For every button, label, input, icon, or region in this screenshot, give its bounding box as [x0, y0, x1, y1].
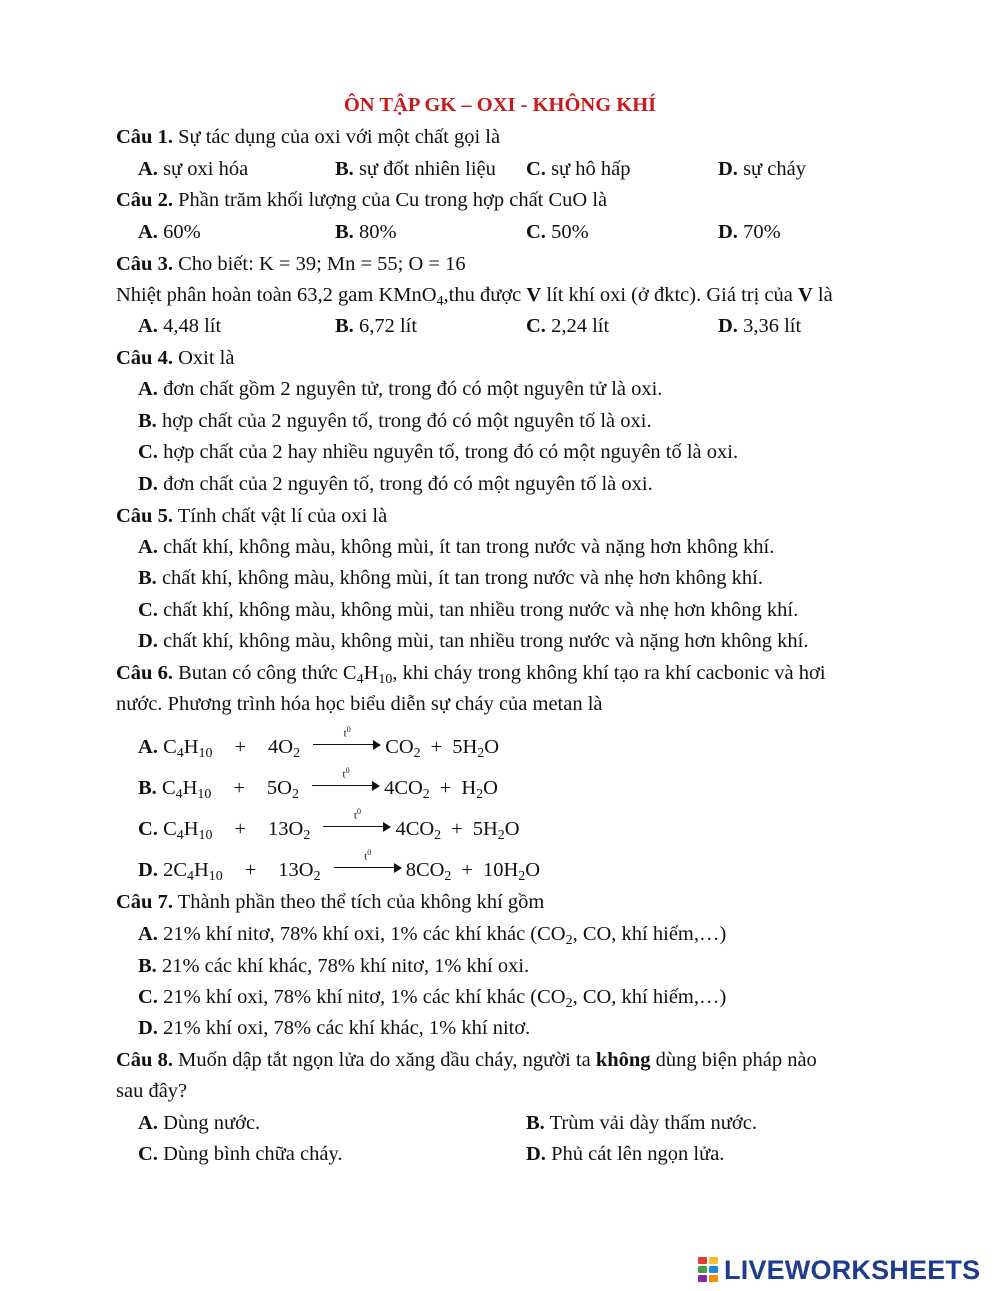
option-text: 50% [545, 221, 589, 243]
option-7d[interactable] [138, 1016, 530, 1040]
option-letter: D. [138, 630, 158, 652]
option-4a[interactable] [138, 377, 662, 401]
option-letter: B. [335, 221, 354, 243]
option-text: hợp chất của 2 hay nhiều nguyên tố, trong đó có một nguyên tố là oxi. [157, 441, 739, 463]
option-6a[interactable]: A. $C_4H_{10} + 4O_2$ $t^0$ $CO_2 + 5H_2O$ [138, 725, 500, 761]
option-6c[interactable]: C. $C_4H_{10} + 13O_2$ $t^0$ $4CO_2 + 5H_2O$ [138, 807, 520, 843]
option-text: , CO, khí hiếm,…) [572, 986, 727, 1008]
option-text: 6,72 lít [353, 315, 418, 337]
text-segment: ,thu được [443, 284, 527, 306]
option-4d[interactable] [138, 472, 653, 496]
option-6b[interactable]: B. $C_4H_{10} + 5O_2$ $t^0$ $4CO_2 + H_2O$ [138, 766, 498, 802]
text-segment: dùng biện pháp nào [650, 1049, 817, 1071]
question-text: Sự tác dụng của oxi với một chất gọi là [172, 126, 501, 148]
question-text: Oxit là [172, 347, 235, 369]
option-6d[interactable]: D. $2C_4H_{10} + 13O_2$ $t^0$ $8CO_2 + 10H_2O$ [138, 848, 541, 884]
question-2 [116, 188, 607, 212]
option-text: 4,48 lít [157, 315, 222, 337]
option-5a[interactable] [138, 535, 774, 559]
option-7a[interactable] [138, 922, 726, 946]
option-text: đơn chất của 2 nguyên tố, trong đó có một nguyên tố là oxi. [157, 473, 653, 495]
arrow-label: t [353, 809, 357, 822]
option-8d[interactable] [526, 1142, 724, 1166]
option-7c[interactable] [138, 985, 726, 1009]
text-segment: Nhiệt phân hoàn toàn 63,2 gam KMnO [116, 284, 437, 306]
subscript: 4 [436, 293, 444, 309]
option-text: chất khí, không màu, không mùi, tan nhiều trong nước và nặng hơn không khí. [157, 630, 809, 652]
text-segment: H [363, 662, 379, 684]
option-text: Dùng nước. [157, 1112, 261, 1134]
option-letter: D. [138, 473, 158, 495]
option-text: chất khí, không màu, không mùi, ít tan trong nước và nhẹ hơn không khí. [156, 567, 763, 589]
option-1c[interactable] [526, 157, 631, 181]
variable-v: V [797, 284, 813, 306]
option-letter: C. [138, 1143, 158, 1165]
option-text: Phủ cát lên ngọn lửa. [545, 1143, 725, 1165]
question-text: Thành phần theo thể tích của không khí gồm [172, 891, 545, 913]
option-2b[interactable] [335, 220, 397, 244]
option-letter: B. [138, 777, 157, 799]
option-4c[interactable] [138, 440, 738, 464]
option-text: 21% khí nitơ, 78% khí oxi, 1% các khí khác (CO [157, 923, 566, 945]
question-text: Phần trăm khối lượng của Cu trong hợp chất CuO là [172, 189, 608, 211]
option-letter: D. [718, 158, 738, 180]
option-4b[interactable] [138, 409, 652, 433]
option-text: , CO, khí hiếm,…) [572, 923, 727, 945]
option-8a[interactable] [138, 1111, 260, 1135]
option-8c[interactable] [138, 1142, 343, 1166]
subscript: 10 [378, 671, 393, 687]
option-text: 21% khí oxi, 78% khí nitơ, 1% các khí khác (CO [157, 986, 566, 1008]
option-2c[interactable] [526, 220, 589, 244]
arrow-superscript: 0 [367, 848, 372, 857]
option-text: 2,24 lít [545, 315, 610, 337]
reaction-arrow-icon [313, 725, 381, 751]
option-letter: C. [138, 441, 158, 463]
option-text: sự hô hấp [545, 158, 631, 180]
arrow-superscript: 0 [345, 766, 350, 775]
option-7b[interactable] [138, 954, 529, 978]
logo-text: LIVEWORKSHEETS [724, 1254, 981, 1285]
option-1d[interactable] [718, 157, 806, 181]
option-5c[interactable] [138, 598, 798, 622]
option-text: hợp chất của 2 nguyên tố, trong đó có một nguyên tố là oxi. [156, 410, 652, 432]
text-segment: Butan có công thức C [172, 662, 357, 684]
option-text: 70% [737, 221, 781, 243]
question-1 [116, 125, 500, 149]
emphasis-text: không [595, 1049, 651, 1071]
option-5b[interactable] [138, 566, 763, 590]
arrow-superscript: 0 [356, 807, 361, 816]
option-letter: D. [138, 1017, 158, 1039]
option-text: sự cháy [737, 158, 806, 180]
option-letter: B. [138, 410, 157, 432]
option-letter: D. [138, 859, 158, 881]
question-text: Cho biết: K = 39; Mn = 55; O = 16 [172, 253, 466, 275]
option-letter: B. [138, 955, 157, 977]
question-6 [116, 661, 826, 685]
text-segment: , khi cháy trong không khí tạo ra khí cacbonic và hơi [392, 662, 826, 684]
option-letter: B. [526, 1112, 545, 1134]
option-3d[interactable] [718, 314, 801, 338]
arrow-label: t [342, 768, 346, 781]
option-letter: A. [138, 1112, 158, 1134]
option-text: chất khí, không màu, không mùi, ít tan trong nước và nặng hơn không khí. [157, 536, 775, 558]
arrow-superscript: 0 [346, 725, 351, 734]
reaction-arrow-icon [323, 807, 391, 833]
question-8 [116, 1048, 817, 1072]
option-letter: A. [138, 315, 158, 337]
option-text: sự oxi hóa [157, 158, 249, 180]
text-segment: lít khí oxi (ở đktc). Giá trị của [541, 284, 798, 306]
option-text: Dùng bình chữa cháy. [157, 1143, 343, 1165]
option-text: sự đốt nhiên liệu [353, 158, 496, 180]
option-text: 21% các khí khác, 78% khí nitơ, 1% khí oxi. [156, 955, 530, 977]
question-3-text-line2 [116, 283, 833, 307]
text-segment: là [812, 284, 833, 306]
option-letter: C. [526, 158, 546, 180]
option-letter: C. [138, 986, 158, 1008]
option-text: chất khí, không màu, không mùi, tan nhiều trong nước và nhẹ hơn không khí. [157, 599, 799, 621]
option-2d[interactable] [718, 220, 781, 244]
option-letter: A. [138, 536, 158, 558]
question-4 [116, 346, 234, 370]
option-letter: B. [335, 315, 354, 337]
option-letter: A. [138, 736, 158, 758]
question-3 [116, 252, 466, 276]
option-1b[interactable] [335, 157, 496, 181]
page-title: ÔN TẬP GK – OXI - KHÔNG KHÍ [343, 94, 657, 116]
question-5 [116, 504, 387, 528]
reaction-arrow-icon [334, 848, 402, 874]
option-letter: A. [138, 158, 158, 180]
option-2a[interactable] [138, 220, 201, 244]
question-7 [116, 890, 544, 914]
option-text: 80% [353, 221, 397, 243]
option-letter: B. [335, 158, 354, 180]
option-letter: A. [138, 221, 158, 243]
option-8b[interactable] [526, 1111, 757, 1135]
question-label: Câu 1. [116, 126, 173, 148]
question-text: Tính chất vật lí của oxi là [172, 505, 388, 527]
option-text: 3,36 lít [737, 315, 802, 337]
option-3c[interactable] [526, 314, 609, 338]
question-label: Câu 6. [116, 662, 173, 684]
option-text: 21% khí oxi, 78% các khí khác, 1% khí nitơ. [157, 1017, 531, 1039]
subscript: 2 [565, 995, 573, 1011]
option-letter: A. [138, 923, 158, 945]
option-letter: C. [526, 221, 546, 243]
subscript: 2 [565, 932, 573, 948]
arrow-label: t [364, 850, 368, 863]
question-label: Câu 8. [116, 1049, 173, 1071]
question-6-text-line2: nước. Phương trình hóa học biểu diễn sự cháy của metan là [116, 693, 603, 715]
liveworksheets-logo[interactable] [698, 1255, 980, 1285]
question-label: Câu 2. [116, 189, 173, 211]
question-8-text-line2: sau đây? [116, 1080, 188, 1102]
option-letter: D. [718, 315, 738, 337]
option-text: Trùm vải dày thấm nước. [544, 1112, 757, 1134]
option-letter: D. [718, 221, 738, 243]
option-letter: D. [526, 1143, 546, 1165]
text-segment: Muốn dập tắt ngọn lửa do xăng dầu cháy, người ta [172, 1049, 596, 1071]
option-letter: A. [138, 378, 158, 400]
arrow-label: t [343, 727, 347, 740]
question-label: Câu 5. [116, 505, 173, 527]
subscript: 4 [356, 671, 364, 687]
variable-v: V [526, 284, 542, 306]
question-label: Câu 7. [116, 891, 173, 913]
question-label: Câu 3. [116, 253, 173, 275]
option-1a[interactable] [138, 157, 248, 181]
option-letter: C. [138, 818, 158, 840]
option-letter: C. [138, 599, 158, 621]
option-text: đơn chất gồm 2 nguyên tử, trong đó có một nguyên tử là oxi. [157, 378, 663, 400]
option-3b[interactable] [335, 314, 417, 338]
option-letter: B. [138, 567, 157, 589]
reaction-arrow-icon [312, 766, 380, 792]
question-label: Câu 4. [116, 347, 173, 369]
option-letter: C. [526, 315, 546, 337]
option-5d[interactable] [138, 629, 808, 653]
option-3a[interactable] [138, 314, 221, 338]
option-text: 60% [157, 221, 201, 243]
logo-mark-icon [698, 1257, 720, 1283]
